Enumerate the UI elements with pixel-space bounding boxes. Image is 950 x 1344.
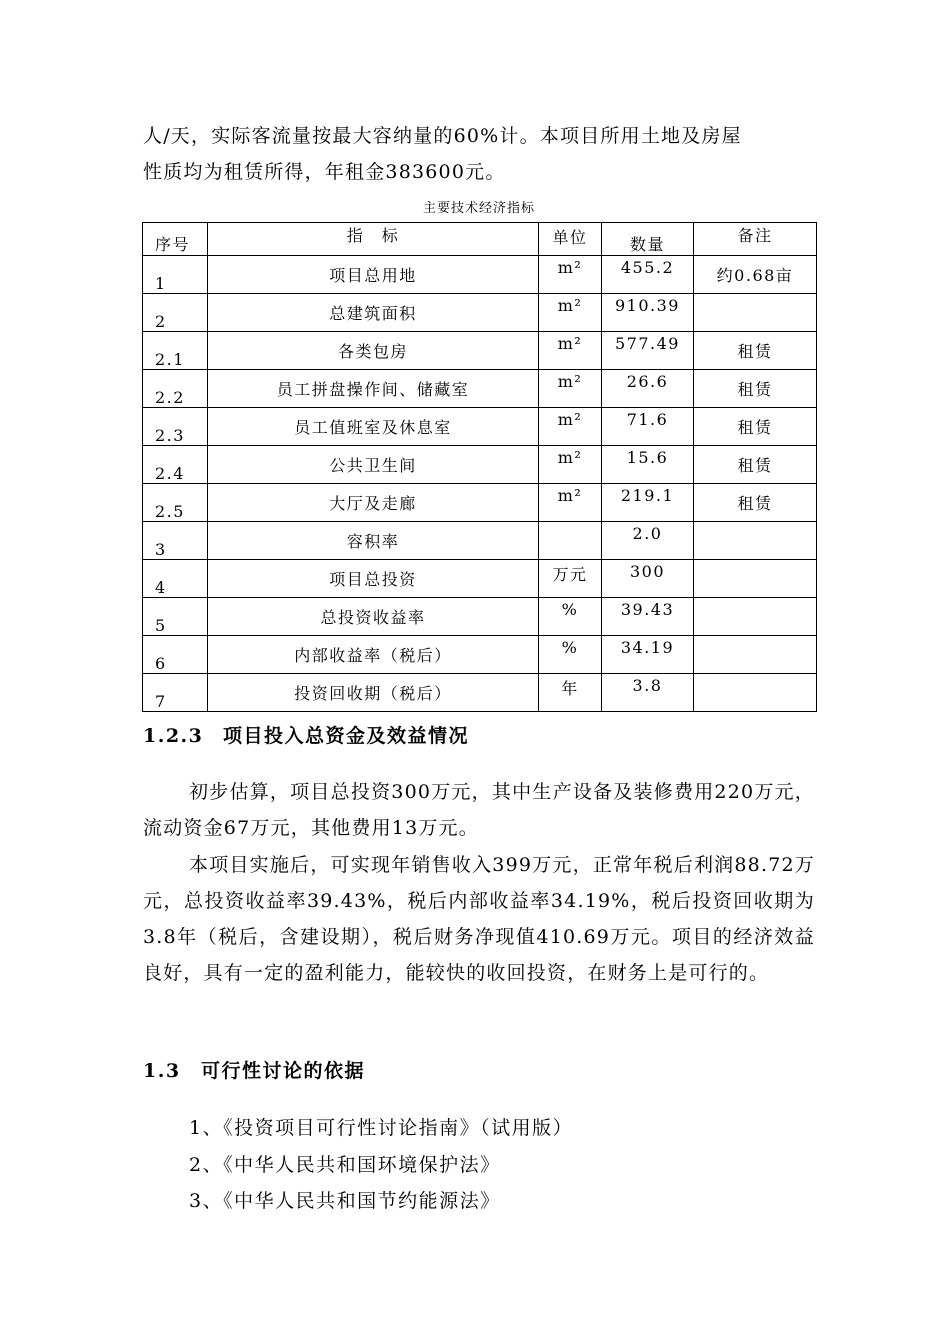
header-unit: 单位 [539, 223, 602, 256]
row-number: 7 [143, 674, 208, 712]
section-title: 可行性讨论的依据 [201, 1060, 366, 1082]
section-1-2-3-heading [143, 722, 469, 750]
row-indicator: 公共卫生间 [208, 446, 539, 484]
row-note [694, 560, 817, 598]
table-row [143, 370, 817, 408]
table-row [143, 332, 817, 370]
intro-line-1: 人/天，实际客流量按最大容纳量的60%计。本项目所用土地及房屋 [143, 125, 742, 147]
row-indicator: 总投资收益率 [208, 598, 539, 636]
row-indicator: 内部收益率（税后） [208, 636, 539, 674]
row-note: 约0.68亩 [694, 256, 817, 294]
row-note: 租赁 [694, 332, 817, 370]
row-quantity: 3.8 [602, 674, 694, 712]
row-unit [539, 522, 602, 560]
row-number: 2.2 [143, 370, 208, 408]
row-note: 租赁 [694, 446, 817, 484]
row-unit: % [539, 598, 602, 636]
row-unit: m² [539, 446, 602, 484]
row-unit: m² [539, 370, 602, 408]
row-quantity: 2.0 [602, 522, 694, 560]
table-caption: 主要技术经济指标 [422, 201, 535, 216]
row-indicator: 大厅及走廊 [208, 484, 539, 522]
row-unit: % [539, 636, 602, 674]
row-indicator: 项目总投资 [208, 560, 539, 598]
row-quantity: 219.1 [602, 484, 694, 522]
row-indicator: 项目总用地 [208, 256, 539, 294]
row-note: 租赁 [694, 484, 817, 522]
row-unit: m² [539, 332, 602, 370]
row-unit: m² [539, 294, 602, 332]
section-1-2-3-paragraph-1: 初步估算，项目总投资300万元，其中生产设备及装修费用220万元，流动资金67万元，其他费用13万元。 [143, 781, 815, 839]
section-1-2-3-paragraph-2: 本项目实施后，可实现年销售收入399万元，正常年税后利润88.72万元，总投资收益率39.43%，税后内部收益率34.19%，税后投资回收期为3.8年（税后，含建设期），税后财务净现值410.69万元。项目的经济效益良好，具有一定的盈利能力，能较快的收回投资，在财务上是可行的。 [143, 854, 815, 984]
row-indicator: 各类包房 [208, 332, 539, 370]
row-indicator: 投资回收期（税后） [208, 674, 539, 712]
table-row [143, 598, 817, 636]
row-unit: m² [539, 256, 602, 294]
reference-item-1: 1、《投资项目可行性讨论指南》（试用版） [189, 1117, 574, 1139]
tech-economic-table [142, 222, 817, 712]
section-title: 项目投入总资金及效益情况 [223, 725, 470, 747]
row-quantity: 34.19 [602, 636, 694, 674]
row-unit: 年 [539, 674, 602, 712]
row-quantity: 577.49 [602, 332, 694, 370]
header-note: 备注 [694, 223, 817, 256]
row-number: 2.4 [143, 446, 208, 484]
row-unit: 万元 [539, 560, 602, 598]
row-number: 2.5 [143, 484, 208, 522]
row-note: 租赁 [694, 408, 817, 446]
table-row [143, 674, 817, 712]
row-quantity: 71.6 [602, 408, 694, 446]
table-row [143, 294, 817, 332]
intro-line-2: 性质均为租赁所得，年租金383600元。 [143, 161, 506, 183]
row-number: 1 [143, 256, 208, 294]
row-note [694, 522, 817, 560]
row-quantity: 455.2 [602, 256, 694, 294]
row-indicator: 容积率 [208, 522, 539, 560]
table-header-row [143, 223, 817, 256]
table-row [143, 446, 817, 484]
section-1-3-heading [143, 1057, 365, 1085]
header-indicator: 指 标 [208, 223, 539, 256]
section-number: 1.2.3 [143, 725, 204, 747]
row-note [694, 294, 817, 332]
row-note: 租赁 [694, 370, 817, 408]
row-indicator: 总建筑面积 [208, 294, 539, 332]
row-unit: m² [539, 484, 602, 522]
row-unit: m² [539, 408, 602, 446]
table-row [143, 636, 817, 674]
row-number: 5 [143, 598, 208, 636]
table-row [143, 560, 817, 598]
reference-item-3: 3、《中华人民共和国节约能源法》 [189, 1190, 501, 1212]
row-note [694, 636, 817, 674]
row-number: 6 [143, 636, 208, 674]
table-row [143, 522, 817, 560]
row-number: 2.1 [143, 332, 208, 370]
row-quantity: 15.6 [602, 446, 694, 484]
row-number: 4 [143, 560, 208, 598]
row-quantity: 39.43 [602, 598, 694, 636]
row-number: 2 [143, 294, 208, 332]
table-row [143, 408, 817, 446]
table-row [143, 484, 817, 522]
row-indicator: 员工值班室及休息室 [208, 408, 539, 446]
section-number: 1.3 [143, 1060, 181, 1082]
row-quantity: 300 [602, 560, 694, 598]
row-note [694, 674, 817, 712]
row-note [694, 598, 817, 636]
row-quantity: 910.39 [602, 294, 694, 332]
reference-item-2: 2、《中华人民共和国环境保护法》 [189, 1154, 501, 1176]
row-quantity: 26.6 [602, 370, 694, 408]
row-number: 2.3 [143, 408, 208, 446]
row-number: 3 [143, 522, 208, 560]
header-no: 序号 [143, 223, 208, 256]
table-row [143, 256, 817, 294]
header-quantity: 数量 [602, 223, 694, 256]
row-indicator: 员工拼盘操作间、储藏室 [208, 370, 539, 408]
